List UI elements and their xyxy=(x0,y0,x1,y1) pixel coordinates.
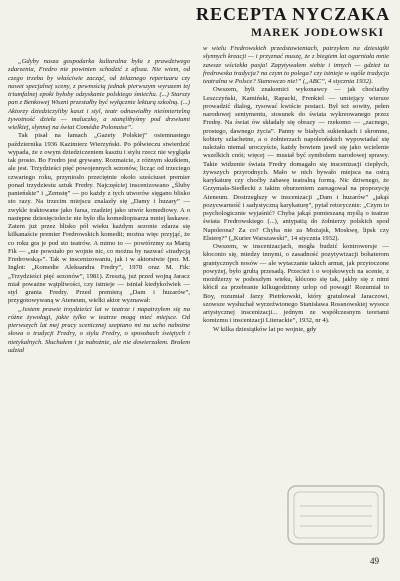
article-header xyxy=(196,4,396,39)
left-column xyxy=(8,58,190,355)
left-paragraph-3: „Jestem prawie trzydzieści lat w teatrze i napatrzyłem się na różne żywołagi, jakie tylko w teatrze mogą mieć miejsce. Od pierwszych lat mej pracy scenicznej szeptano mi na ucho nabożne słowa o tradycji Fredry, o stylu Fredry, o sposobach świętych i nietykalnych. Słuchałem i ja nabożnie, ale nie dowierzałem. Brałem udział xyxy=(8,305,190,354)
right-paragraph-1: w wielu Fredrowskich przedstawieniach, patrzyłem na dziesiątki słynnych kreacji — i przyznać muszę, że z biegiem lat ogarniała mnie zawsze wściekła pasja! Zapytywałem siebie i innych — gdzież ta fredrowska tradycja? na czym to polega? czy istnieje w ogóle tradycja teatralna w Polsce? Stanowczo nie!” („ABC”, 4 stycznia 1932). xyxy=(203,45,389,85)
article-title: RECEPTA NYCZAKA xyxy=(196,4,391,24)
left-paragraph-1: „Gdyby nasza gospodarka kulturalna była z prawdziwego zdarzenia, Fredro nie powinien schodzić z afisza. Nie wiem, od czego trzeba by właściwie zacząć, od żelaznego repertuaru czy nawet specjalnej sceny, z pewnością jednak pierwszym wyrazem tej triumfalnej epoki byłoby odzyskanie polskiego śmiechu. (...) Starszy pan z Benkowej Wiszni przestałby być wyłącznie lekturą szkolną. (...) Aktorzy dziedziczyliby kaszt i styl, teatr odnawiałby nieśmiertelną żywotność dzieła — maluczko, a stanęlibyśmy pod drzwiami wielkiej, słynnej na świat Comédie Polonaise”. xyxy=(8,58,190,131)
right-paragraph-2: Owszem, byli znakomici wykonawcy — jak choćiażby Leszczyński, Kamiński, Rapacki, Frenkiel — umiejący wiersze prowadzić dialog, rysować kwiście postaci. Był też sowity, pełen narodowej sentymentu, stosunek do świata wykreowanego przez Fredrę. Na świat ów składały się obrazy — rzekomo — „zacnego, prostego, dawnego życia”. Panny w białych sukienkach i skromne, kobiety szlachetne, a o żołnierzach napoleońskich wypowiadać się należało niemal uroczyście, każdy bowiem jawił się jako wcielenie wszelkich cnót; więcej — musiał być symbolem narodowej sprawy. Takie widzenie świata Fredry domagało się inscenizacji ciepłych, żywszych przyrodnych. Mało w nich bywało miejsca na ostrą karykaturę czy choćby żabawę teatralną formą. Nic dziwnego, że Grzymała-Siedlecki z takim oburzeniem zareagował na propozycję Ateneum. Dostrzegłszy w inscenizacji „Dam i huzarów” „jakąś pozycwarność i sadystyczną karykaturę”, pytał retorycznie: „Czym to psychologicznie wyjaśnić? Chyba jakąś pomieszaną myślą o teatrze świata Fredrowskiego (...), antypatią do żołnierzy polskich spod Napoleona? Za co? Chyba nie za Możajsk, Moskwę, lipsk czy Elsterę?” („Kurier Warszawski”, 14 stycznia 1932). xyxy=(203,86,389,242)
right-paragraph-3: Owszem, w inscenizacjach, mogła budzić kontrowersje — kłoconio się, miedzy innymi, o zasadność pozytywizacji bohaterom grantycznych nosów — ale wytaczanie takich armat, jak przytoczone powyżej, było grubą przesadą. Przecież i o wojskowych na scenie, z możdżerzy w podeszłym wieku, kłócono się tak, jakby się z nimi kłócił za przebranie kilkugodzinny urlop od powagi! Rozumiał to Boy, rozumiał Jarzy Pietrkowski, który gratulował Jaraczowi, szowsze wysłuchał wyrzeźwionego Stanisława Rossnowskiej wysoce artystycznej inscenizacji... jednym ze współczesnym teoriami komizmu i inscenizacji Literackie”, 1932, nr 4). xyxy=(203,243,389,325)
article-author: MAREK JODŁOWSKI xyxy=(251,27,384,39)
page-number: 49 xyxy=(370,556,379,566)
left-paragraph-2: Tak pisał na łamach „Gazety Polskiej” osiemnastego października 1936 Kazimierz Wierzyński. Po półwieczu stwierdzić wypada, że z owym dziedziczeniem kasztu i stylu rzecz nie wygląda tak prosto. Bo Fredro jest grywany. Rozmaicie, z różnym skutkiem, ale jest. Trzydzieści pięć powojennych sezonów, licząc od trzeciego czwartego roku, przyniosło przeciętnie około sześciuset premier ponad trzydziestu sztuk Fredry. Najczęściej inscenizowano „Śluby panieńskie” i „Zemstę” — po każdy z tych utworów sięgano blisko sto razy. Na trzecim miejscu znalazły się „Damy i huzary” — zwykle traktowane jako farsa, rzadziej jako utwór komediowy. A o następne dziesięciolecie nie było dla komediopisarza mniej łaskawe. Zatem już przez blisko pół wieku każdym sezonie zdarza się kilkanaście premier Fredrowskich komedii; można więc przyjąć, że co roku gra je pod sto teatrów. A mimo to — powtórzmy za Martą Fik — „nie powstało po wojnie nic, co można by nazwać «tradycją Fredrowską»”. Tak w inscenizowaniu, jak i w aktorstwie (por. M. Inglot: „Komedie Aleksandra Fredry”, 1978 oraz M. Fik: „Trzydzieści pięć sezonów”, 1981). Zresztą, już przed wojną Jaracz miał poważne wątpliwości, czy istnieje — istniał kiedykolwiek — styl grania Fredry. Przed premierą „Dam i huzarów”, przygotowywaną w Ateneum, wielki aktor wyznawał: xyxy=(8,132,190,305)
right-paragraph-4: W kilka dziesiątków lat po wojnie, gdy xyxy=(213,325,317,333)
right-column xyxy=(203,45,389,334)
library-stamp-icon xyxy=(286,482,386,548)
